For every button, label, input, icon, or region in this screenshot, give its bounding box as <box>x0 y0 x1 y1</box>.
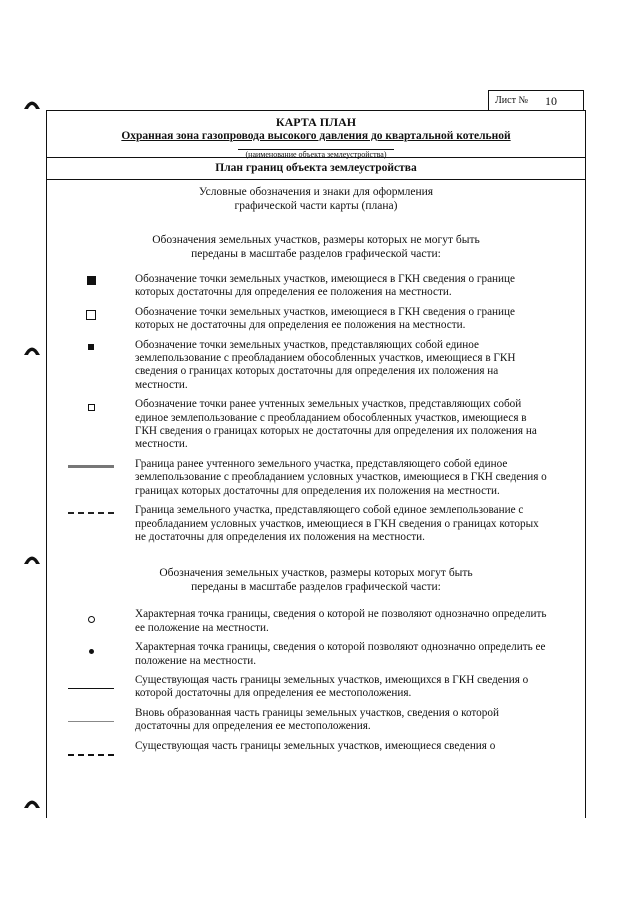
title-block <box>47 111 585 158</box>
legend-item-text: Существующая часть границы земельных участков, имеющиеся сведения о <box>135 739 496 752</box>
legend-item-text: Граница ранее учтенного земельного участка, представляющего собой единое землепользование с преобладанием условных участков, имеющиеся в ГКН сведения о границах которых достаточны для определения их положения на местности. <box>135 457 547 497</box>
legend-item-text: Обозначение точки земельных участков, имеющиеся в ГКН сведения о границе которых достаточны для определения ее положения на местности. <box>135 273 515 299</box>
legend-item <box>47 306 585 333</box>
dashed-line-icon <box>68 512 114 514</box>
legend-item <box>47 398 585 452</box>
legend-item-text: Обозначение точки земельных участков, имеющиеся в ГКН сведения о границе которых не достаточны для определения ее положения на местности. <box>135 305 515 332</box>
legend-item <box>47 339 585 393</box>
thin-gray-line-icon <box>68 721 114 722</box>
object-caption: (наименование объекта землеустройства) <box>238 149 395 160</box>
binder-hole-mark <box>22 795 42 809</box>
legend-item <box>47 740 585 756</box>
filled-square-large-icon <box>87 276 96 285</box>
legend-item <box>47 458 585 498</box>
binder-hole-mark <box>22 96 42 110</box>
filled-circle-icon <box>89 649 94 654</box>
solid-line-icon <box>68 688 114 689</box>
legend-item-text: Существующая часть границы земельных участков, имеющихся в ГКН сведения о которой достаточны для определения ее местоположения. <box>135 673 529 700</box>
object-name: Охранная зона газопровода высокого давления до квартальной котельной <box>121 130 511 142</box>
legend-item <box>47 707 585 734</box>
legend-item <box>47 641 585 668</box>
open-square-large-icon <box>86 310 96 320</box>
dashed-line-icon <box>68 754 114 756</box>
legend-item <box>47 608 585 635</box>
open-square-small-icon <box>88 404 95 411</box>
section2-heading: Обозначения земельных участков, размеры которых могут быть переданы в масштабе разделов графической части: <box>159 567 473 594</box>
legend-item-text: Обозначение точки ранее учтенных земельных участков, представляющих собой единое землепользование с преобладанием обособленных участков, имеющиеся в ГКН сведения о границах которых не достаточны для определения их положения на местности. <box>135 398 537 451</box>
legend-item <box>47 504 585 544</box>
filled-square-small-icon <box>88 344 94 350</box>
legend-heading: Условные обозначения и знаки для оформления графической части карты (плана) <box>198 186 434 212</box>
sheet-number-box <box>488 90 584 110</box>
legend-item <box>47 674 585 701</box>
document-title: КАРТА ПЛАН <box>275 115 357 129</box>
sheet-number: 10 <box>545 94 557 108</box>
legend-item-text: Характерная точка границы, сведения о которой не позволяют однозначно определить ее положение на местности. <box>135 608 547 634</box>
binder-hole-mark <box>22 551 42 565</box>
legend-item-text: Граница земельного участка, представляющего собой единое землепользование с преобладанием условных участков, имеющиеся в ГКН сведения о границах которых не достаточны для определения их положения на местности. <box>135 504 539 543</box>
open-circle-icon <box>88 616 95 623</box>
legend-item-text: Характерная точка границы, сведения о которой позволяют однозначно определить ее положение на местности. <box>135 641 546 667</box>
legend-item <box>47 273 585 300</box>
document-frame <box>46 110 586 818</box>
thick-gray-line-icon <box>68 465 114 468</box>
legend-item-text: Вновь образованная часть границы земельных участков, сведения о которой достаточны для определения ее местоположения. <box>135 706 499 733</box>
section1-heading: Обозначения земельных участков, размеры которых не могут быть переданы в масштабе разделов графической части: <box>152 234 480 260</box>
sheet-label: Лист № <box>495 95 528 106</box>
legend-item-text: Обозначение точки земельных участков, представляющих собой единое землепользование с преобладанием обособленных участков, имеющиеся в ГКН сведения о границах которых достаточны для определения их положения на местности. <box>135 338 516 391</box>
section-title: План границ объекта землеустройства <box>47 158 585 180</box>
binder-hole-mark <box>22 342 42 356</box>
